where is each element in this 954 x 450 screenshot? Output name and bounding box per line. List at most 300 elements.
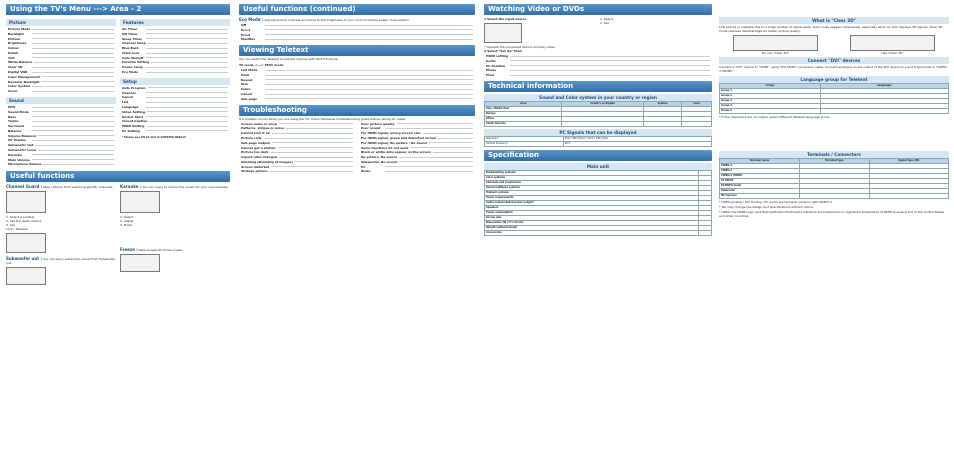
- terminal-note: * We may change the design and specifications without notice.: [719, 205, 814, 209]
- clear3d-title: What is "Clear 3D": [719, 17, 949, 24]
- list-item: [122, 41, 228, 45]
- row-label: Group-5: [720, 109, 821, 114]
- item-label: Off: [241, 23, 246, 27]
- list-item: [241, 126, 353, 130]
- item-label: Surround: [8, 124, 24, 129]
- channel-guard-step-3: 3. Set: [6, 223, 15, 228]
- item-label: Favorite Setting: [122, 60, 150, 65]
- item-label: Child Lock: [122, 50, 140, 55]
- list-item: [8, 89, 114, 93]
- item-description-lines: [32, 119, 114, 123]
- lang-group-title: Language group for Teletext: [719, 76, 949, 83]
- item-description-lines: [38, 148, 114, 152]
- item-description-lines: [429, 141, 473, 145]
- column-3: [484, 4, 712, 446]
- channel-guard-step-2: 2. Set the reset volume: [6, 219, 42, 224]
- channel-guard-text: Stop children from watching specific channels.: [43, 185, 114, 190]
- row-label: PC INPUT: [720, 179, 800, 184]
- list-item: [241, 87, 473, 91]
- subwoofer-title: Subwoofer out :: [6, 256, 43, 262]
- list-item: [122, 100, 228, 104]
- item-label: Eco-2: [241, 32, 251, 37]
- clear3d-image: [850, 35, 935, 51]
- row-label: Subwoofer: [720, 189, 800, 194]
- item-description-lines: [32, 84, 114, 88]
- teletext-items: [239, 67, 475, 102]
- vfreq-label: Vertical frequency: [485, 141, 564, 146]
- item-label: Closed Caption: [122, 119, 148, 124]
- setup-tab: Setup: [120, 78, 230, 85]
- item-description-lines: [265, 78, 473, 82]
- item-description-lines: [510, 73, 710, 77]
- list-item: [486, 64, 710, 68]
- set-label: 2. Set: [600, 21, 609, 25]
- item-description-lines: [385, 126, 473, 130]
- item-label: Color Management: [8, 74, 40, 79]
- list-item: [486, 68, 710, 72]
- tv-text-toggle: TV mode <---> TEXT mode: [239, 63, 284, 68]
- item-description-lines: [151, 60, 228, 64]
- list-item: [8, 119, 114, 123]
- row-label: Speakers: [485, 205, 699, 210]
- list-item: [122, 32, 228, 36]
- watching-video-header: Watching Video or DVDs: [484, 4, 712, 15]
- operate-note: * Operate the connected device and play video.: [484, 45, 556, 49]
- item-description-lines: [265, 68, 473, 72]
- list-item: [361, 165, 473, 169]
- item-label: Zoom: [8, 89, 18, 94]
- item-label: Auto Shutoff: [122, 55, 144, 60]
- item-label: Subwoofer Out: [8, 143, 34, 148]
- item-label: Cannot turn it on: [241, 131, 270, 136]
- row-label: Channels and frequencies: [485, 180, 699, 185]
- item-description-lines: [295, 160, 353, 164]
- useful-continued-header: Useful functions (continued): [239, 4, 475, 15]
- item-description-lines: [43, 162, 114, 166]
- picture-items: [6, 26, 116, 95]
- item-description-lines: [32, 115, 114, 119]
- row-label: Power consumption: [485, 210, 699, 215]
- list-item: [122, 70, 228, 74]
- list-item: [122, 129, 228, 133]
- item-description-lines: [146, 51, 228, 55]
- item-label: Clear 3D: [8, 65, 23, 70]
- list-item: [8, 134, 114, 138]
- list-item: [8, 80, 114, 84]
- row-label: Broadcasting systems: [485, 170, 699, 175]
- no-clear3d-label: No use "Clear 3D": [761, 51, 790, 55]
- item-description-lines: [32, 56, 114, 60]
- item-description-lines: [510, 59, 710, 63]
- item-description-lines: [265, 28, 473, 32]
- item-label: HDMI Setting: [122, 124, 145, 129]
- list-item: [8, 51, 114, 55]
- item-description-lines: [146, 37, 228, 41]
- item-label: For HDMI signal, No picture / No sound: [361, 140, 427, 145]
- item-label: HDMI setting: [486, 54, 509, 58]
- row-label: Teletext systems: [485, 190, 699, 195]
- item-label: Picture Mode: [8, 27, 31, 31]
- item-label: Backlight: [8, 31, 24, 36]
- row-label: Group-2: [720, 94, 821, 99]
- item-description-lines: [32, 129, 114, 133]
- list-item: [241, 155, 353, 159]
- th-country: Country or Region: [562, 101, 643, 106]
- list-item: [361, 150, 473, 154]
- list-item: [122, 115, 228, 119]
- list-item: [8, 46, 114, 50]
- item-description-lines: [32, 41, 114, 45]
- item-description-lines: [32, 37, 114, 41]
- features-items: [120, 26, 230, 76]
- list-item: [8, 60, 114, 64]
- list-item: [122, 91, 228, 95]
- row-label: Weight (without stand): [485, 225, 699, 230]
- item-label: Video Setting: [122, 109, 145, 114]
- sound-color-table: [484, 101, 712, 127]
- list-item: [8, 143, 114, 147]
- trouble-left: [239, 121, 355, 176]
- menu-area-2-header: Using the TV's Menu ---> Area - 2: [6, 4, 230, 15]
- list-item: [361, 146, 473, 150]
- list-item: [8, 148, 114, 152]
- item-description-lines: [265, 87, 473, 91]
- item-description-lines: [32, 124, 114, 128]
- item-description-lines: [146, 65, 228, 69]
- item-description-lines: [399, 155, 473, 159]
- row-label: Screen size: [485, 215, 699, 220]
- eco-mode-text: Adjusts picture contrast according to the brightness of your room to reduce power consumption.: [264, 18, 410, 22]
- karaoke-step-1: 1. Select: [120, 215, 134, 220]
- item-description-lines: [32, 153, 114, 157]
- list-item: [486, 54, 710, 58]
- sound-tab: Sound: [6, 97, 116, 104]
- hdmi-items: [484, 53, 712, 79]
- list-item: [8, 129, 114, 133]
- item-label: Poor picture quality: [361, 121, 395, 126]
- column-1: [6, 4, 230, 446]
- menu-left: [6, 17, 116, 168]
- item-label: PC: [361, 164, 366, 169]
- item-description-lines: [265, 97, 473, 101]
- item-description-lines: [32, 158, 114, 162]
- no-clear3d-image: [733, 35, 818, 51]
- list-item: [8, 162, 114, 166]
- list-item: [241, 73, 473, 77]
- item-description-lines: [279, 122, 353, 126]
- list-item: [241, 78, 473, 82]
- eco-mode-title: Eco Mode :: [239, 17, 264, 22]
- item-label: Noise: [361, 169, 371, 174]
- item-description-lines: [265, 82, 473, 86]
- item-label: Colour: [8, 46, 19, 51]
- list-item: [241, 68, 473, 72]
- item-label: Dynamic Backlight: [8, 79, 40, 84]
- list-item: [241, 122, 353, 126]
- subwoofer-text: You can enjoy subwoofer sound from Subwoofer out.: [6, 257, 116, 266]
- item-label: MTS: [8, 104, 16, 109]
- table-row: [485, 230, 712, 235]
- karaoke-step-3: 3. Finish: [120, 223, 133, 228]
- item-description-lines: [433, 150, 473, 154]
- list-item: [361, 136, 473, 140]
- row-label: Microphone: [720, 194, 800, 199]
- item-description-lines: [32, 51, 114, 55]
- sound-items: [6, 104, 116, 168]
- trouble-intro: If a problem occurs when you are using the TV, check the below troubleshooting guide before calling for repair.: [239, 116, 407, 121]
- row-label: VIDEO-3 (HDMI): [720, 174, 800, 179]
- column-2: [239, 4, 475, 446]
- th-color: Color: [682, 101, 712, 106]
- item-label: PC Position: [486, 63, 506, 68]
- karaoke-title: Karaoke :: [120, 184, 142, 190]
- technical-info-header: Technical information: [484, 81, 712, 92]
- item-label: Color System: [8, 84, 31, 89]
- channel-guard-step-1: 1. Select a number: [6, 215, 35, 220]
- trouble-right: [359, 121, 475, 176]
- freeze-text: Take snapshots of the screen.: [138, 248, 184, 253]
- video-step-2: 2 Select "Set Up" then: [484, 49, 522, 53]
- list-item: [8, 110, 114, 114]
- item-description-lines: [146, 70, 228, 74]
- clear3d-label: Use "Clear 3D": [881, 51, 904, 55]
- list-item: [8, 32, 114, 36]
- dvi-title: Connect "DVI" devices: [719, 57, 949, 64]
- list-item: [8, 41, 114, 45]
- item-description-lines: [423, 131, 473, 135]
- list-item: [8, 56, 114, 60]
- list-item: [8, 138, 114, 142]
- item-label: Picture too dark: [241, 150, 269, 155]
- terminal-note: * HDMI (Analog / DVI Analog / PC Audio are terminal common with VIDEO-3: [719, 200, 832, 204]
- row-label: Group-1: [720, 89, 821, 94]
- list-item: [241, 33, 473, 37]
- th-group: Group: [720, 84, 821, 89]
- item-description-lines: [272, 131, 353, 135]
- item-label: Cancel: [241, 92, 253, 97]
- menu-table: [6, 17, 230, 168]
- th-signal: Signal type (IN): [869, 159, 948, 164]
- item-description-lines: [265, 92, 473, 96]
- freeze-title: Freeze :: [120, 247, 138, 253]
- ch-cc-note: * Please see CH-CC List in GOT0356-001A-H: [122, 135, 186, 139]
- clear3d-images: [719, 35, 949, 55]
- item-label: Tint: [8, 55, 15, 60]
- th-system: System: [643, 101, 681, 106]
- row-label: VIDEO-2: [720, 169, 800, 174]
- list-item: [241, 23, 473, 27]
- table-row: [485, 121, 712, 126]
- th-languages: Languages: [820, 84, 948, 89]
- row-label: Group-3: [720, 99, 821, 104]
- item-description-lines: [147, 124, 228, 128]
- row-label: Africa: [485, 116, 562, 121]
- item-label: Eco-1: [241, 27, 251, 32]
- item-description-lines: [510, 68, 710, 72]
- item-label: Sleep Timer: [122, 36, 143, 41]
- item-label: Sub-page Output: [241, 140, 270, 145]
- item-description-lines: [32, 46, 114, 50]
- menu-right: [120, 17, 230, 168]
- item-description-lines: [32, 110, 114, 114]
- item-label: Off Timer: [122, 31, 138, 36]
- item-label: Cannot get a station: [241, 145, 276, 150]
- list-item: [8, 75, 114, 79]
- table-row: [720, 194, 949, 199]
- row-label: PC/HDMI Audio: [720, 184, 800, 189]
- item-label: Black or white dots appear on the screen: [361, 150, 431, 155]
- item-description-lines: [32, 32, 114, 36]
- item-description-lines: [41, 80, 114, 84]
- freeze-screen: [120, 254, 160, 272]
- item-label: Balance: [8, 128, 22, 133]
- item-label: Power Lamp: [122, 65, 143, 70]
- video-step-1: [484, 17, 596, 45]
- list-item: [122, 60, 228, 64]
- cell: [699, 230, 712, 235]
- spec-table: [484, 170, 712, 236]
- item-description-lines: [397, 122, 473, 126]
- item-description-lines: [146, 100, 228, 104]
- item-description-lines: [278, 146, 353, 150]
- cell: [643, 121, 681, 126]
- list-item: [122, 27, 228, 31]
- item-label: Blue Back: [122, 46, 139, 51]
- list-item: [8, 153, 114, 157]
- picture-tab: Picture: [6, 19, 116, 26]
- list-item: [361, 131, 473, 135]
- list-item: [241, 97, 473, 101]
- list-item: [122, 56, 228, 60]
- item-label: Index: [241, 87, 251, 92]
- item-description-lines: [146, 115, 228, 119]
- item-description-lines: [270, 169, 354, 173]
- item-label: Cancel: [122, 95, 134, 100]
- item-description-lines: [411, 146, 473, 150]
- item-label: Rocket Start: [122, 114, 144, 119]
- item-label: Main Volume: [8, 157, 30, 162]
- item-label: Channel: [122, 90, 136, 95]
- item-description-lines: [146, 27, 228, 31]
- item-label: Aspect ratio changed: [241, 155, 278, 160]
- list-item: [8, 84, 114, 88]
- item-description-lines: [270, 150, 353, 154]
- item-description-lines: [148, 86, 228, 90]
- item-label: For HDMI signal, green and distorted screen: [361, 135, 437, 140]
- item-label: Brightness: [8, 41, 27, 46]
- item-description-lines: [510, 54, 710, 58]
- item-label: Volume Balancer: [8, 133, 37, 138]
- item-description-lines: [32, 105, 114, 109]
- resolution-label: Resolution: [485, 136, 564, 141]
- list-item: [8, 37, 114, 41]
- item-label: Reveal: [241, 77, 253, 82]
- terminals-title: Terminals / Connectors: [719, 151, 949, 158]
- karaoke-screen: [120, 191, 160, 213]
- item-description-lines: [42, 75, 114, 79]
- list-item: [241, 141, 353, 145]
- list-item: [122, 105, 228, 109]
- row-label: Europe: [485, 111, 562, 116]
- item-description-lines: [146, 56, 228, 60]
- list-item: [361, 141, 473, 145]
- row-label: Group-4: [720, 104, 821, 109]
- list-item: [122, 46, 228, 50]
- row-label: South America: [485, 121, 562, 126]
- troubleshooting-header: Troubleshooting: [239, 105, 475, 116]
- item-description-lines: [32, 65, 114, 69]
- list-item: [8, 27, 114, 31]
- item-description-lines: [510, 64, 710, 68]
- item-description-lines: [146, 95, 228, 99]
- item-description-lines: [148, 41, 228, 45]
- item-label: Language: [122, 104, 139, 109]
- item-description-lines: [279, 155, 353, 159]
- item-description-lines: [32, 27, 114, 31]
- item-description-lines: [146, 129, 228, 133]
- item-label: Sound Mode: [8, 109, 29, 114]
- item-label: Eco Mode: [122, 70, 139, 75]
- cell: [682, 121, 712, 126]
- list-item: [241, 136, 353, 140]
- list-item: [8, 70, 114, 74]
- list-item: [241, 146, 353, 150]
- features-tab: Features: [120, 19, 230, 26]
- trouble-table: [239, 121, 475, 176]
- row-label: Power requirements: [485, 195, 699, 200]
- item-description-lines: [272, 141, 353, 145]
- item-label: Subwoofer Level: [8, 147, 37, 152]
- item-label: Channel Swap: [122, 41, 146, 46]
- terminal-note: * HDMI, the HDMI Logo, and High-Definition Multimedia Interface are trademarks or registered trademarks of HDMI Licensing LLC in the United States and other countries.: [719, 210, 945, 218]
- item-label: Phase: [486, 68, 497, 73]
- specification-header: Specification: [484, 150, 712, 161]
- item-description-lines: [271, 165, 353, 169]
- item-label: For HDMI signal, wrong screen size: [361, 131, 421, 136]
- item-description-lines: [146, 32, 228, 36]
- item-label: Subwoofer, No sound: [361, 159, 397, 164]
- item-description-lines: [265, 23, 473, 27]
- list-item: [241, 150, 353, 154]
- list-item: [361, 169, 473, 173]
- item-label: Patterns, stripes or noise: [241, 126, 285, 131]
- list-item: [122, 124, 228, 128]
- list-item: [122, 119, 228, 123]
- cell: [799, 194, 869, 199]
- sound-color-title: Sound and Color system in your country or region: [484, 94, 712, 101]
- row-label: Audio output (Rated power output): [485, 200, 699, 205]
- th-area: Area: [485, 101, 562, 106]
- item-label: AV Volume: [8, 138, 27, 143]
- lock-screen: [6, 233, 46, 253]
- useful-left: [6, 184, 116, 287]
- list-item: [361, 155, 473, 159]
- list-item: [241, 28, 473, 32]
- useful-right: [120, 184, 230, 287]
- list-item: [486, 73, 710, 77]
- item-label: Screen noise or snow: [241, 121, 278, 126]
- list-item: [122, 86, 228, 90]
- list-item: [8, 124, 114, 128]
- video-step-1-actions: [600, 17, 712, 45]
- item-label: No picture, No sound: [361, 155, 397, 160]
- list-item: [361, 122, 473, 126]
- lang-table: [719, 83, 949, 114]
- input-source-screen: [484, 23, 522, 43]
- item-label: Screen distorted: [241, 164, 270, 169]
- list-item: [241, 37, 473, 41]
- item-description-lines: [38, 134, 114, 138]
